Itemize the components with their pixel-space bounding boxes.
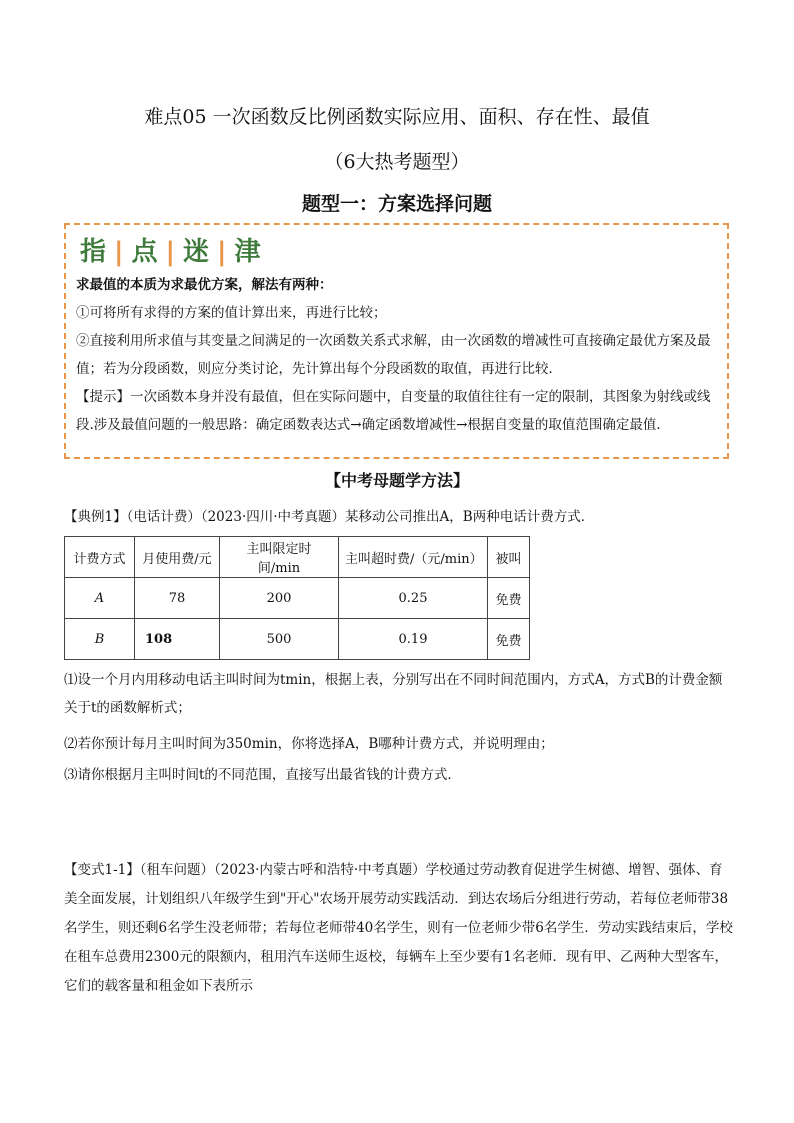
table-header-cell: 主叫超时费/（元/min）: [339, 537, 488, 578]
table-cell: A: [65, 578, 135, 619]
tips-header-char: 指: [80, 237, 109, 267]
table-header-row: [65, 537, 530, 578]
tips-line: ①可将所有求得的方案的值计算出来，再进行比较；: [76, 305, 387, 321]
tips-body: [76, 271, 721, 439]
question-3: ⑶请你根据月主叫时间t的不同范围，直接写出最省钱的计费方式．: [64, 767, 461, 783]
tips-line: 求最值的本质为求最优方案，解法有两种：: [76, 277, 333, 293]
table-header-cell: 主叫限定时间/min: [220, 537, 339, 578]
tips-header-char: 迷: [183, 237, 212, 267]
table-header-cell: 被叫: [488, 537, 530, 578]
table-row: [65, 619, 530, 660]
table-row: [65, 578, 530, 619]
table-cell: 108: [135, 619, 220, 660]
section-title: 题型一：方案选择问题: [301, 193, 492, 215]
variant-1-1: 【变式1-1】（租车问题）（2023·内蒙古呼和浩特·中考真题）学校通过劳动教育促进学生树德、增智、强体、育美全面发展，计划组织八年级学生到"开心"农场开展劳动实践活动．到达农场后分组进行劳动，若每位老师带38名学生，则还剩6名学生没老师带；若每位老师带40名学生，则有一位老师少带6名学生．劳动实践结束后，学校在租车总费用2300元的限额内，租用汽车送师生返校，每辆车上至少要有1名老师．现有甲、乙两种大型客车，它们的载客量和租金如下表所示: [64, 862, 733, 994]
section-heading: 【中考母题学方法】: [324, 471, 469, 490]
question-1: ⑴设一个月内用移动电话主叫时间为tmin，根据上表，分别写出在不同时间范围内，方式A，方式B的计费金额关于t的函数解析式；: [64, 672, 723, 716]
question-2: ⑵若你预计每月主叫时间为350min，你将选择A，B哪种计费方式，并说明理由；: [64, 736, 554, 752]
table-cell: 500: [220, 619, 339, 660]
tips-header: 指 | 点 | 迷 | 津: [80, 237, 263, 267]
tips-header-char: 津: [234, 237, 263, 267]
tips-box: [64, 223, 729, 459]
table-header-cell: 月使用费/元: [135, 537, 220, 578]
table-cell: 免费: [488, 578, 530, 619]
fee-table: [64, 536, 530, 660]
example1-intro: 【典例1】（电话计费）（2023·四川·中考真题）某移动公司推出A，B两种电话计费方式．: [64, 509, 595, 525]
doc-subtitle: （6大热考题型）: [324, 151, 470, 173]
tips-line: ②直接利用所求值与其变量之间满足的一次函数关系式求解，由一次函数的增减性可直接确定最优方案及最值；若为分段函数，则应分类讨论，先计算出每个分段函数的取值，再进行比较．: [76, 333, 711, 377]
doc-title: 难点05 一次函数反比例函数实际应用、面积、存在性、最值: [144, 106, 650, 128]
table-cell: B: [65, 619, 135, 660]
tips-header-char: 点: [131, 237, 160, 267]
table-cell: 0.25: [339, 578, 488, 619]
table-cell: 78: [135, 578, 220, 619]
table-header-cell: 计费方式: [65, 537, 135, 578]
tips-line: 【提示】一次函数本身并没有最值，但在实际问题中，自变量的取值往往有一定的限制，其图象为射线或线段.涉及最值问题的一般思路：确定函数表达式→确定函数增减性→根据自变量的取值范围确定最值．: [76, 389, 711, 433]
table-cell: 200: [220, 578, 339, 619]
table-cell: 免费: [488, 619, 530, 660]
table-cell: 0.19: [339, 619, 488, 660]
